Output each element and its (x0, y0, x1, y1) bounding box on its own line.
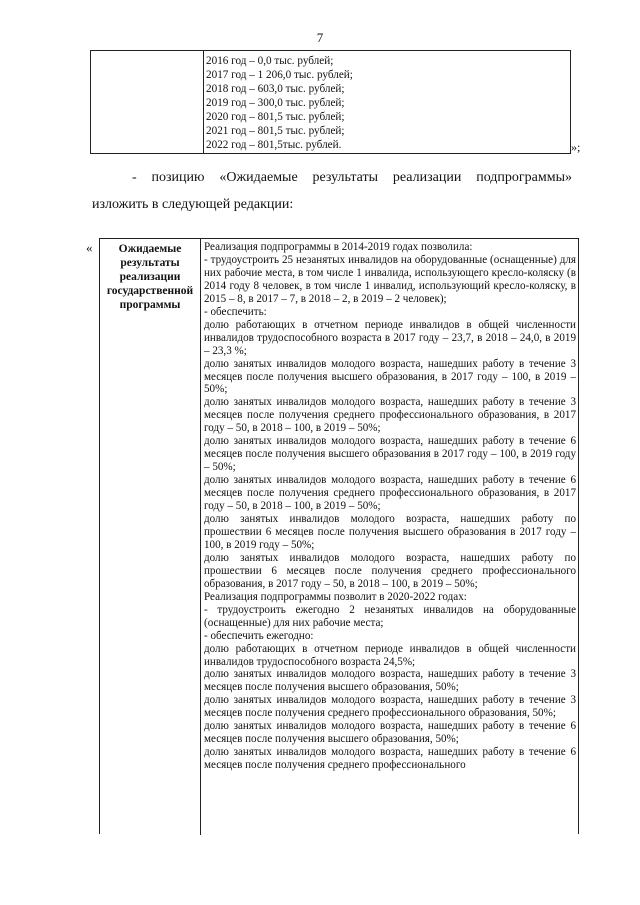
results-line: долю работающих в отчетном периоде инвалидов в общей численности инвалидов трудоспособного возраста 24,5%; (204, 642, 576, 668)
funding-line: 2016 год – 0,0 тыс. рублей; (206, 55, 334, 67)
results-header: Ожидаемые результаты реализации государственной программы (100, 239, 201, 835)
funding-line: 2018 год – 603,0 тыс. рублей; (206, 83, 345, 95)
results-line: - трудоустроить ежегодно 2 незанятых инвалидов на оборудованные (оснащенные) для них рабочие места; (204, 603, 576, 629)
results-line: - обеспечить ежегодно: (204, 629, 314, 642)
results-line: долю занятых инвалидов молодого возраста, нашедших работу в течение 6 месяцев после получения среднего профессионального образования, в 2017 году – 50, в 2018 – 100, в 2019 – 50%; (204, 474, 576, 513)
results-content (204, 241, 576, 772)
results-line: долю занятых инвалидов молодого возраста, нашедших работу в течение 3 месяцев после получения высшего образования, 50%; (204, 668, 576, 694)
results-line: долю занятых инвалидов молодого возраста, нашедших работу в течение 3 месяцев после получения высшего образования, в 2017 году – 100, в 2019 – 50%; (204, 357, 576, 396)
results-line: долю занятых инвалидов молодого возраста, нашедших работу по прошествии 6 месяцев после получения высшего образования в 2017 году – 100, в 2019 году – 50%; (204, 513, 576, 551)
closing-quote: »; (571, 140, 581, 154)
results-line: долю занятых инвалидов молодого возраста, нашедших работу в течение 3 месяцев после получения среднего профессионального образования, 50%; (204, 694, 576, 720)
results-line: долю работающих в отчетном периоде инвалидов в общей численности инвалидов трудоспособного возраста в 2017 году – 23,7, в 2018 – 24,0, в 2019 – 23,3 %; (204, 318, 576, 357)
results-line: Реализация подпрограммы в 2014-2019 годах позволила: (204, 241, 473, 253)
open-quote: « (86, 240, 93, 255)
funding-line: 2017 год – 1 206,0 тыс. рублей; (206, 69, 353, 81)
funding-table-left-cell (91, 51, 204, 153)
results-line: Реализация подпрограммы позволит в 2020-2022 годах: (204, 590, 467, 603)
instruction-line-1: - позицию «Ожидаемые результаты реализации подпрограммы» (132, 170, 572, 185)
results-line: долю занятых инвалидов молодого возраста, нашедших работу в течение 6 месяцев после получения высшего образования, 50%; (204, 720, 576, 746)
results-table (99, 238, 579, 834)
results-line: долю занятых инвалидов молодого возраста, нашедших работу по прошествии 6 месяцев после получения среднего профессионального образования, в 2017 году – 50, в 2018 – 100, в 2019 – 50%; (204, 551, 576, 590)
results-line: - трудоустроить 25 незанятых инвалидов на оборудованные (оснащенные) для них рабочие места, в том числе 1 инвалида, использующего кресло-коляску (в 2014 году 8 человек, в том числе 1 инвалид, использующий кресло-коляску, в 2015 – 8, в 2017 – 7, в 2018 – 2, в 2019 – 2 человек); (204, 253, 576, 305)
instruction-line-2: изложить в следующей редакции: (92, 197, 294, 212)
results-line: долю занятых инвалидов молодого возраста, нашедших работу в течение 3 месяцев после получения среднего профессионального образования, в 2017 году – 50, в 2018 – 100, в 2019 – 50%; (204, 396, 576, 435)
funding-line: 2021 год – 801,5 тыс. рублей; (206, 125, 345, 137)
funding-line: 2022 год – 801,5тыс. рублей. (206, 139, 342, 151)
funding-lines (206, 54, 353, 152)
page-number: 7 (316, 30, 324, 45)
funding-line: 2020 год – 801,5 тыс. рублей; (206, 111, 345, 123)
funding-table (90, 50, 571, 154)
results-line: - обеспечить: (204, 305, 267, 318)
funding-line: 2019 год – 300,0 тыс. рублей; (206, 97, 345, 109)
results-line: долю занятых инвалидов молодого возраста, нашедших работу в течение 6 месяцев после получения высшего образования в 2017 году – 100, в 2019 году – 50%; (204, 435, 576, 474)
results-line: долю занятых инвалидов молодого возраста, нашедших работу в течение 6 месяцев после получения среднего профессионального (204, 746, 576, 772)
